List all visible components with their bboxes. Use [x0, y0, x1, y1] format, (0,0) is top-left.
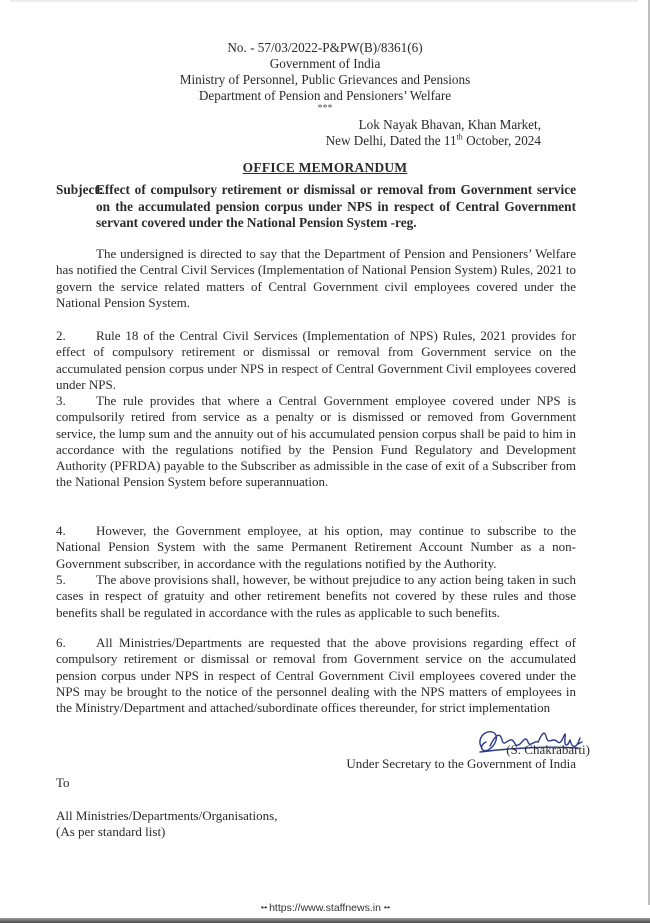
ornament-icon: •-•: [383, 903, 390, 912]
subject-text: Effect of compulsory retirement or dismissal or removal from Government service on the accumulated pension corpus under NPS in respect of Central Government servant covered under the National Pension System -reg.: [96, 182, 576, 230]
recipient-note: (As per standard list): [56, 824, 166, 839]
paragraph-text: Rule 18 of the Central Civil Services (Implementation of NPS) Rules, 2021 provides for effect of compulsory retirement or dismissal or removal from Government service on the accumulated pension corpus under NPS in respect of Central Government Civil employees covered under NPS.: [56, 328, 576, 392]
file-number: No. - 57/03/2022-P&PW(B)/8361(6): [227, 40, 423, 55]
paragraph-text: The above provisions shall, however, be without prejudice to any action being taken in such cases in respect of gratuity and other retirement benefits not covered by these rules and those benefits shall be regulated in accordance with the rules as applicable to such benefits.: [56, 572, 576, 620]
signatory-designation: Under Secretary to the Government of India: [346, 756, 576, 771]
paragraph-number: 6.: [56, 635, 66, 650]
address-line: Lok Nayak Bhavan, Khan Market,: [358, 117, 541, 132]
paragraph-number: 5.: [56, 572, 66, 587]
signatory-name: (S. Chakrabarti): [506, 742, 590, 757]
recipient-line: All Ministries/Departments/Organisations,: [56, 808, 278, 823]
date-superscript: th: [456, 132, 463, 142]
paragraph-4: [56, 523, 576, 572]
paragraph-6: [56, 635, 576, 716]
paragraph-number: 2.: [56, 328, 66, 343]
scan-bottom-edge: [0, 918, 650, 923]
date-suffix: October, 2024: [462, 133, 541, 148]
date-prefix: New Delhi, Dated the 11: [325, 133, 457, 148]
government-name: Government of India: [269, 56, 381, 71]
ministry-name: Ministry of Personnel, Public Grievances and Pensions: [179, 72, 471, 87]
footer-link[interactable]: https://www.staffnews.in: [269, 902, 381, 914]
paragraph-1: The undersigned is directed to say that the Department of Pension and Pensioners’ Welfare has notified the Central Civil Services (Implementation of National Pension System) Rules, 2021 to govern the service related matters of Central Government civil employees covered under the National Pension System.: [56, 246, 576, 310]
paragraph-text: All Ministries/Departments are requested that the above provisions regarding effect of compulsory retirement or dismissal or removal from Government service on the accumulated pension corpus under NPS in respect of Central Government Civil employees covered under the NPS may be brought to the notice of the personnel dealing with the NPS matters of employees in the Ministry/Department and attached/subordinate offices thereunder, for strict implementation: [56, 635, 576, 716]
paragraph-5: [56, 572, 576, 621]
to-label: To: [56, 775, 70, 790]
header-separator: ***: [317, 103, 333, 114]
ornament-icon: •-•: [260, 903, 267, 912]
department-name: Department of Pension and Pensioners’ Welfare: [198, 88, 452, 103]
paragraph-number: 4.: [56, 523, 66, 538]
memo-subject: [56, 182, 576, 232]
memo-title: OFFICE MEMORANDUM: [242, 160, 408, 175]
paragraph-text: The rule provides that where a Central Government employee covered under NPS is compulsorily retired from service as a penalty or is dismissed or removed from Government service, the lump sum and the annuity out of his accumulated pension corpus shall be paid to him in accordance with the regulations notified by the Pension Fund Regulatory and Development Authority (PFRDA) payable to the Subscriber as admissible in the case of exit of a Subscriber from the National Pension System before superannuation.: [56, 393, 576, 490]
scan-top-edge: [10, 0, 638, 2]
date-line: [326, 133, 541, 149]
paragraph-number: 3.: [56, 393, 66, 408]
footer: [0, 902, 650, 914]
paragraph-3: [56, 393, 576, 491]
subject-label: Subject:: [56, 182, 104, 197]
paragraph-text: However, the Government employee, at his option, may continue to subscribe to the National Pension System with the same Permanent Retirement Account Number as a non-Government subscriber, in accordance with the regulations notified by the Authority.: [56, 523, 576, 571]
paragraph-2: [56, 328, 576, 393]
